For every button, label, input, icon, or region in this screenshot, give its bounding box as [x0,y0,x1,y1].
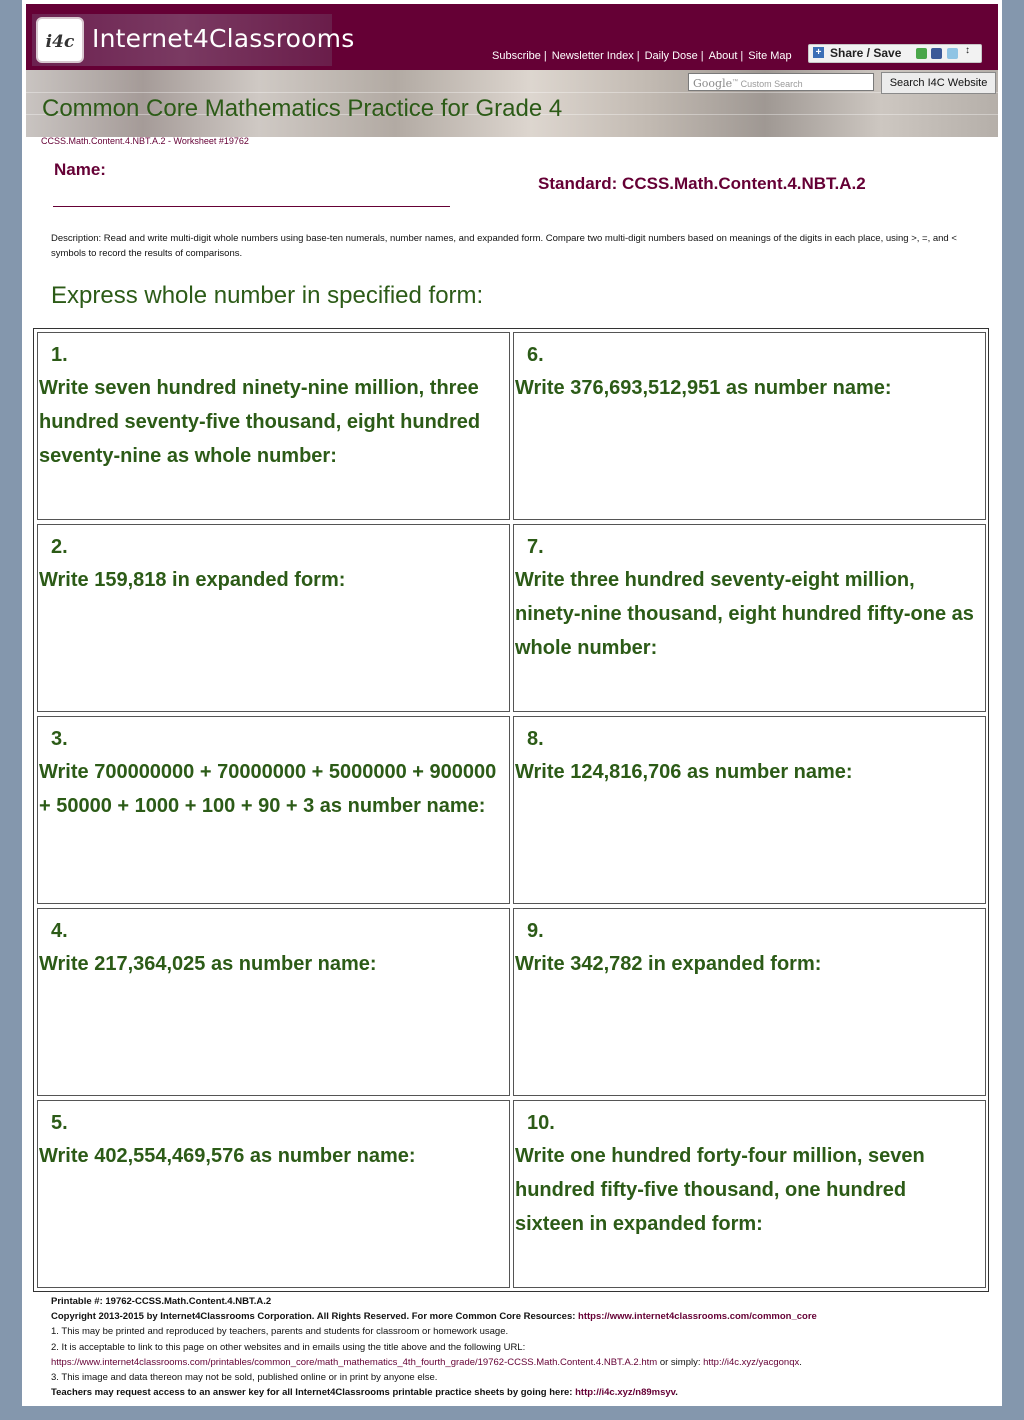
site-header [26,4,998,70]
nav-site-map[interactable]: Site Map [748,50,792,62]
problem-number: 2. [51,536,68,558]
name-line [53,206,450,207]
problem-text: Write one hundred forty-four million, seven hundred fifty-five thousand, one hundred sixteen in expanded form: [515,1145,925,1235]
problem-cell [37,1100,510,1288]
short-url-link[interactable]: http://i4c.xyz/yacgonqx [703,1356,800,1368]
problem-cell [513,1100,986,1288]
footer: Printable #: 19762-CCSS.Math.Content.4.NBT.A.2 Copyright 2013-2015 by Internet4Classrooms Corporation. All Rights Reserved. For more Common Core Resources: https://www.internet4classrooms.com/common_core 1. This may be printed and reproduced by teachers, parents and students for classroom or homework usage. 2. It is acceptable to link to this page on other websites and in emails using the title above and the following URL: https://www.internet4classrooms.com/printables/common_core/math_mathematics_4th_fourth_grade/19762-CCSS.Math.Content.4.NBT.A.2.htm or simply: http://i4c.xyz/yacgonqx. 3. This image and data thereon may not be sold, published online or in print by anyone else. Teachers may request access to an answer key for all Internet4Classrooms printable practice sheets by going here: http://i4c.xyz/n89msyv. [51,1294,993,1400]
problem-number: 4. [51,920,68,942]
description: Description: Read and write multi-digit whole numbers using base-ten numerals, number names, and expanded form. Compare two multi-digit numbers based on meanings of the digits in each place, using >, =, and < symbols to record the results of comparisons. [51,233,957,259]
problems-grid [33,328,989,1292]
note-3: 3. This image and data thereon may not be sold, published online or in print by anyone else. [51,1372,438,1384]
google-logo: Google [693,77,733,90]
nav-about[interactable]: About [708,50,738,62]
problem-number: 6. [527,344,544,366]
problem-number: 3. [51,728,68,750]
logo-text: Internet4Classrooms [92,24,355,53]
problem-text: Write three hundred seventy-eight million, ninety-nine thousand, eight hundred fifty-one as whole number: [515,569,974,659]
problem-cell [513,524,986,712]
answer-key-link[interactable]: http://i4c.xyz/n89msyv [575,1387,676,1399]
problem-text: Write 402,554,469,576 as number name: [39,1145,416,1167]
problem-cell [513,332,986,520]
twitter-icon [947,48,958,59]
top-nav: Subscribe | Newsletter Index | Daily Dose | About | Site Map [492,50,792,62]
answer-key-text: Teachers may request access to an answer key for all Internet4Classrooms printable practice sheets by going here: [51,1387,573,1399]
search-button[interactable]: Search I4C Website [881,72,996,94]
printable-number: Printable #: 19762-CCSS.Math.Content.4.NBT.A.2 [51,1296,272,1307]
problem-text: Write 217,364,025 as number name: [39,953,377,975]
problem-text: Write seven hundred ninety-nine million, three hundred seventy-five thousand, eight hundred seventy-nine as whole number: [39,377,481,467]
worksheet-page [22,0,1002,1406]
problem-number: 9. [527,920,544,942]
common-core-link[interactable]: https://www.internet4classrooms.com/common_core [578,1311,817,1323]
problem-cell [513,908,986,1096]
problem-cell [37,332,510,520]
note-2: 2. It is acceptable to link to this page on other websites and in emails using the title above and the following URL: [51,1341,526,1353]
site-logo[interactable] [32,14,355,66]
nav-newsletter-index[interactable]: Newsletter Index [551,50,634,62]
share-label: Share / Save [830,46,902,60]
problem-cell [37,716,510,904]
nav-subscribe[interactable]: Subscribe [492,50,541,62]
search-placeholder: Custom Search [740,79,803,89]
problem-number: 10. [527,1112,555,1134]
nav-daily-dose[interactable]: Daily Dose [644,50,698,62]
page-title: Common Core Mathematics Practice for Grade 4 [42,95,563,122]
search-input[interactable]: Google™ Custom Search [688,73,874,91]
problem-text: Write 124,816,706 as number name: [515,761,853,783]
share-icon [916,48,927,59]
share-save-button[interactable] [808,44,982,63]
logo-badge: i4c [36,17,84,63]
problem-text: Write 376,693,512,951 as number name: [515,377,892,399]
problem-cell [513,716,986,904]
or-simply: or simply: [659,1356,701,1368]
copyright: Copyright 2013-2015 by Internet4Classrooms Corporation. All Rights Reserved. For more Common Core Resources: [51,1311,576,1323]
problem-cell [37,524,510,712]
problem-number: 7. [527,536,544,558]
problem-text: Write 342,782 in expanded form: [515,953,822,975]
problem-number: 1. [51,344,68,366]
name-label: Name: [54,160,106,179]
chevron-updown-icon: ↕ [965,45,970,56]
problem-number: 5. [51,1112,68,1134]
instructions: Express whole number in specified form: [51,282,484,309]
standard-label: Standard: CCSS.Math.Content.4.NBT.A.2 [538,174,866,193]
problem-text: Write 159,818 in expanded form: [39,569,346,591]
note-1: 1. This may be printed and reproduced by teachers, parents and students for classroom or homework usage. [51,1326,509,1338]
plus-icon: + [813,47,824,58]
facebook-icon [931,48,942,59]
worksheet-url-link[interactable]: https://www.internet4classrooms.com/printables/common_core/math_mathematics_4th_fourth_grade/19762-CCSS.Math.Content.4.NBT.A.2.htm [51,1356,658,1368]
problem-number: 8. [527,728,544,750]
problem-cell [37,908,510,1096]
problem-text: Write 700000000 + 70000000 + 5000000 + 900000 + 50000 + 1000 + 100 + 90 + 3 as number name: [39,761,497,817]
worksheet-id: CCSS.Math.Content.4.NBT.A.2 - Worksheet #19762 [41,136,249,146]
